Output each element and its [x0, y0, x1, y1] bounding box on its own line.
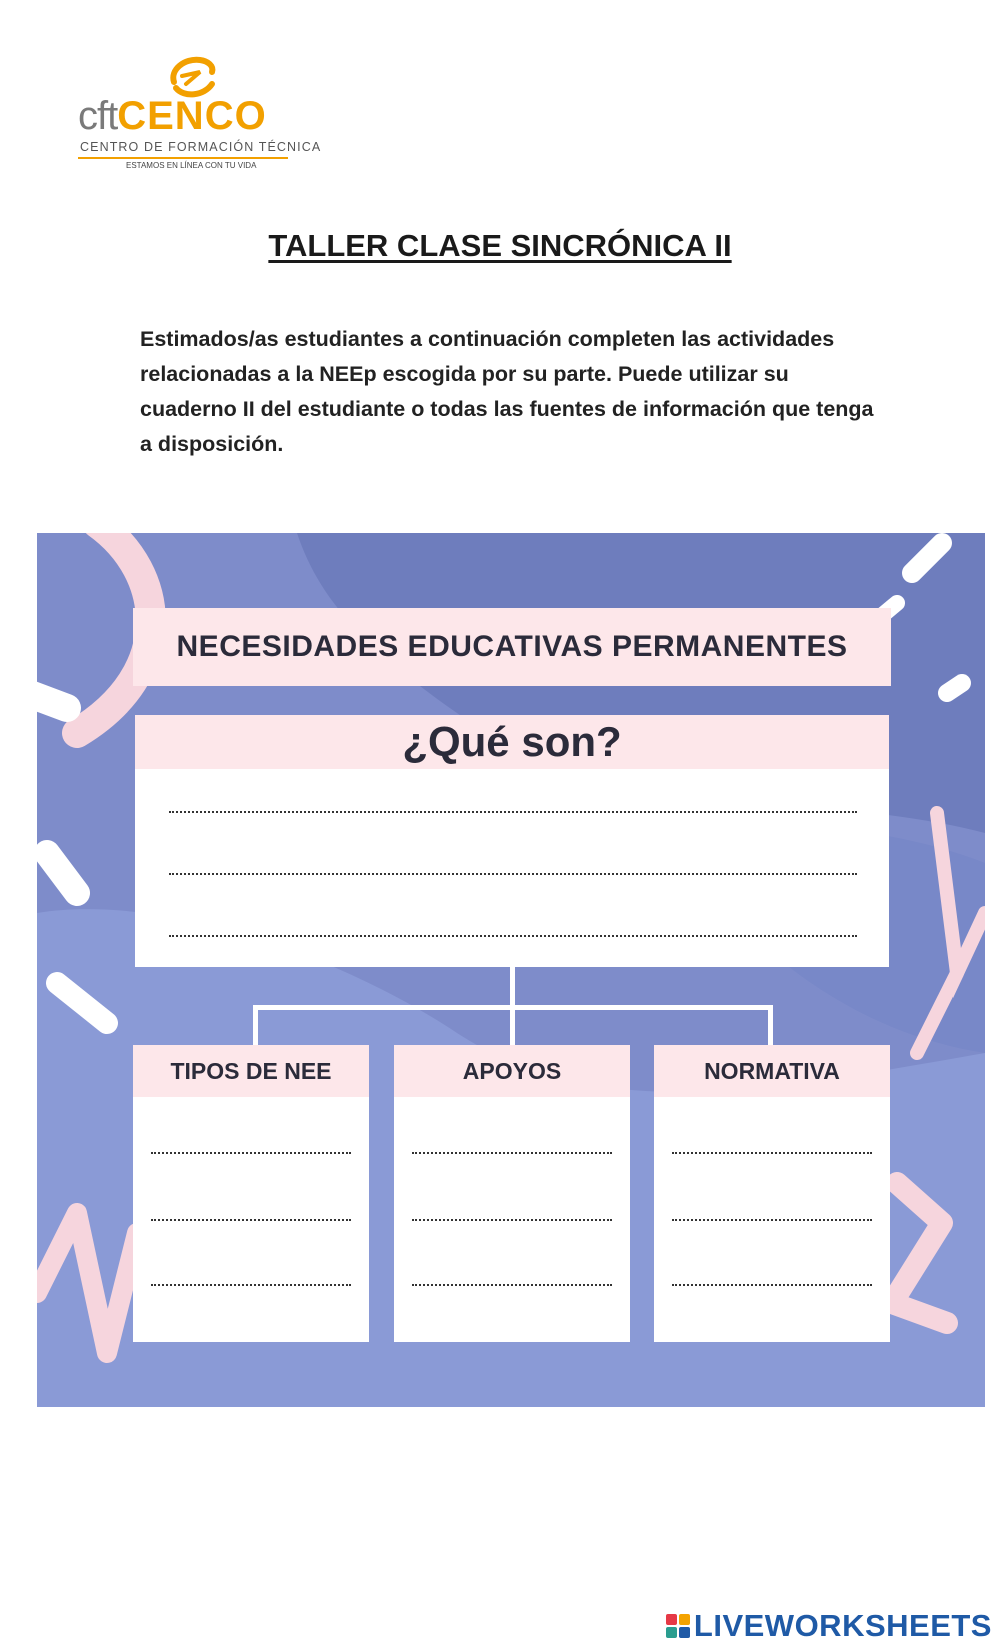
page-title: TALLER CLASE SINCRÓNICA II	[268, 228, 732, 263]
column-apoyos	[394, 1045, 630, 1342]
connector-line	[768, 1005, 773, 1045]
column-normativa	[654, 1045, 890, 1342]
liveworksheets-label: LIVEWORKSHEETS	[693, 1608, 992, 1643]
question-heading: ¿Qué son?	[135, 715, 889, 769]
logo-rule	[78, 157, 288, 159]
answer-line[interactable]	[672, 1284, 872, 1286]
answer-line[interactable]	[169, 811, 857, 813]
column-heading: TIPOS DE NEE	[133, 1045, 369, 1097]
liveworksheets-brand[interactable]	[666, 1608, 992, 1644]
logo-word-cft: cft	[78, 94, 118, 138]
question-box	[135, 715, 889, 967]
answer-line[interactable]	[412, 1219, 612, 1221]
column-heading: APOYOS	[394, 1045, 630, 1097]
answer-line[interactable]	[169, 873, 857, 875]
logo-word-cenco: CENCO	[117, 94, 267, 138]
answer-line[interactable]	[672, 1219, 872, 1221]
connector-line	[253, 1005, 773, 1010]
column-tipos-de-nee	[133, 1045, 369, 1342]
cft-cenco-logo	[78, 54, 322, 170]
liveworksheets-logo-icon	[666, 1614, 690, 1638]
logo-tagline: ESTAMOS EN LÍNEA CON TU VIDA	[126, 161, 257, 170]
logo-subtitle: CENTRO DE FORMACIÓN TÉCNICA	[80, 140, 322, 154]
answer-line[interactable]	[151, 1284, 351, 1286]
answer-line[interactable]	[412, 1152, 612, 1154]
connector-line	[253, 1005, 258, 1045]
answer-line[interactable]	[412, 1284, 612, 1286]
column-heading: NORMATIVA	[654, 1045, 890, 1097]
logo-wordmark	[78, 94, 267, 138]
worksheet-graphic	[37, 533, 985, 1407]
answer-line[interactable]	[151, 1152, 351, 1154]
worksheet-header: NECESIDADES EDUCATIVAS PERMANENTES	[133, 608, 891, 686]
answer-line[interactable]	[151, 1219, 351, 1221]
answer-line[interactable]	[672, 1152, 872, 1154]
intro-paragraph: Estimados/as estudiantes a continuación completen las actividades relacionadas a la NEEp escogida por su parte. Puede utilizar su cuaderno II del estudiante o todas las fuentes de información que tenga a disposición.	[140, 327, 874, 456]
answer-line[interactable]	[169, 935, 857, 937]
